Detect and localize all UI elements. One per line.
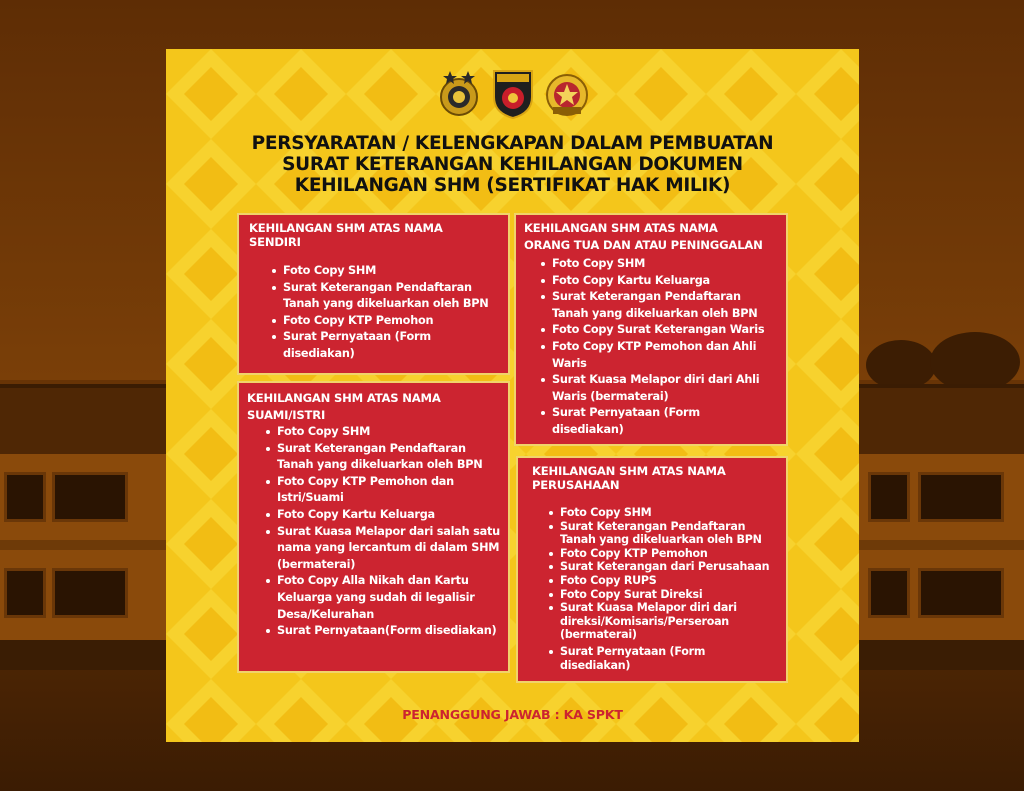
list-item-continuation: Keluarga yang sudah di legalisir <box>277 590 475 604</box>
background-building-band <box>0 540 166 550</box>
satreskrim-badge-icon <box>544 67 590 119</box>
list-item: Surat Pernyataan (Form <box>538 405 778 422</box>
list-item: Surat Keterangan Pendaftaran <box>269 280 500 297</box>
title-line: SURAT KETERANGAN KEHILANGAN DOKUMEN <box>282 154 743 175</box>
list-item-continuation: nama yang lercantum di dalam SHM <box>277 541 500 555</box>
list-item-continuation: Tanah yang dikeluarkan oleh BPN <box>277 458 483 472</box>
list-item-continuation: (bermaterai) <box>560 628 637 642</box>
list-item-continuation: Desa/Kelurahan <box>277 607 375 621</box>
requirements-list <box>538 256 778 439</box>
list-item: Surat Pernyataan (Form <box>269 329 500 346</box>
list-item: Foto Copy KTP Pemohon dan <box>263 474 500 491</box>
list-item: Foto Copy SHM <box>269 263 500 280</box>
list-item: Surat Keterangan dari Perusahaan <box>546 560 778 574</box>
background-window <box>4 472 46 522</box>
list-item: Foto Copy KTP Pemohon dan Ahli <box>538 339 778 356</box>
background-window <box>868 568 910 618</box>
box-heading <box>532 464 778 492</box>
list-item-continuation: disediakan) <box>552 422 624 436</box>
box-heading <box>249 221 500 249</box>
background-window <box>52 472 128 522</box>
background-window <box>918 472 1004 522</box>
list-item-continuation: Tanah yang dikeluarkan oleh BPN <box>552 306 758 320</box>
list-item: Foto Copy Alla Nikah dan Kartu <box>263 573 500 590</box>
list-item: Surat Keterangan Pendaftaran <box>546 520 778 534</box>
list-item: Surat Pernyataan (Form <box>546 645 778 659</box>
list-item: Foto Copy SHM <box>538 256 778 273</box>
list-item-continuation: direksi/Komisaris/Perseroan <box>560 614 729 628</box>
background-window <box>918 568 1004 618</box>
list-item-continuation: (bermaterai) <box>277 557 356 571</box>
list-item: Foto Copy SHM <box>546 506 778 520</box>
box-heading-line: KEHILANGAN SHM ATAS NAMA <box>247 391 441 405</box>
list-item-continuation: disediakan) <box>560 658 631 672</box>
title-line: KEHILANGAN SHM (SERTIFIKAT HAK MILIK) <box>294 175 731 196</box>
list-item-continuation: Waris (bermaterai) <box>552 389 669 403</box>
page-title <box>166 133 859 196</box>
list-item: Foto Copy KTP Pemohon <box>269 313 500 330</box>
list-item-continuation: disediakan) <box>283 346 355 360</box>
list-item: Foto Copy Surat Keterangan Waris <box>538 322 778 339</box>
list-item: Foto Copy RUPS <box>546 574 778 588</box>
requirements-list <box>546 506 778 672</box>
background-window <box>868 472 910 522</box>
requirements-box-orang-tua <box>514 213 788 446</box>
background-window <box>4 568 46 618</box>
list-item-continuation: Tanah yang dikeluarkan oleh BPN <box>283 297 489 311</box>
box-heading-line: SENDIRI <box>249 235 301 249</box>
requirements-box-perusahaan <box>516 456 788 683</box>
box-heading-line: SUAMI/ISTRI <box>247 408 326 422</box>
background-building-band <box>859 540 1024 550</box>
info-poster <box>166 49 859 742</box>
requirements-box-sendiri <box>237 213 510 375</box>
list-item: Foto Copy Kartu Keluarga <box>263 507 500 524</box>
list-item: Surat Kuasa Melapor dari salah satu <box>263 524 500 541</box>
requirements-box-suami-istri <box>237 381 510 673</box>
background-window <box>52 568 128 618</box>
footer-responsible: PENANGGUNG JAWAB : KA SPKT <box>402 707 623 722</box>
box-heading-line: KEHILANGAN SHM ATAS NAMA <box>532 464 726 478</box>
list-item: Foto Copy SHM <box>263 424 500 441</box>
list-item: Surat Kuasa Melapor diri dari <box>546 601 778 615</box>
list-item: Foto Copy KTP Pemohon <box>546 547 778 561</box>
list-item-continuation: Istri/Suami <box>277 491 344 505</box>
background-building-roof <box>0 384 166 458</box>
requirements-list <box>263 424 500 640</box>
list-item: Foto Copy Kartu Keluarga <box>538 273 778 290</box>
police-emblem-icon <box>436 67 482 119</box>
box-heading-line: KEHILANGAN SHM ATAS NAMA <box>249 221 443 235</box>
background-tree <box>866 340 936 390</box>
box-heading-line: KEHILANGAN SHM ATAS NAMA <box>524 221 718 235</box>
list-item: Surat Keterangan Pendaftaran <box>263 441 500 458</box>
list-item-continuation: Tanah yang dikeluarkan oleh BPN <box>560 533 762 547</box>
logo-row <box>166 67 859 125</box>
box-heading-line: PERUSAHAAN <box>532 478 620 492</box>
list-item: Surat Keterangan Pendaftaran <box>538 289 778 306</box>
background-tree <box>930 332 1020 392</box>
polres-badge-icon <box>490 67 536 119</box>
list-item: Surat Pernyataan(Form disediakan) <box>263 623 500 640</box>
box-heading <box>247 391 500 422</box>
background-building-roof <box>859 384 1024 458</box>
box-heading-line: ORANG TUA DAN ATAU PENINGGALAN <box>524 238 763 252</box>
box-heading <box>524 221 778 252</box>
list-item-continuation: Waris <box>552 356 587 370</box>
list-item: Surat Kuasa Melapor diri dari Ahli <box>538 372 778 389</box>
requirements-list <box>269 263 500 363</box>
list-item: Foto Copy Surat Direksi <box>546 588 778 602</box>
title-line: PERSYARATAN / KELENGKAPAN DALAM PEMBUATAN <box>251 133 774 154</box>
